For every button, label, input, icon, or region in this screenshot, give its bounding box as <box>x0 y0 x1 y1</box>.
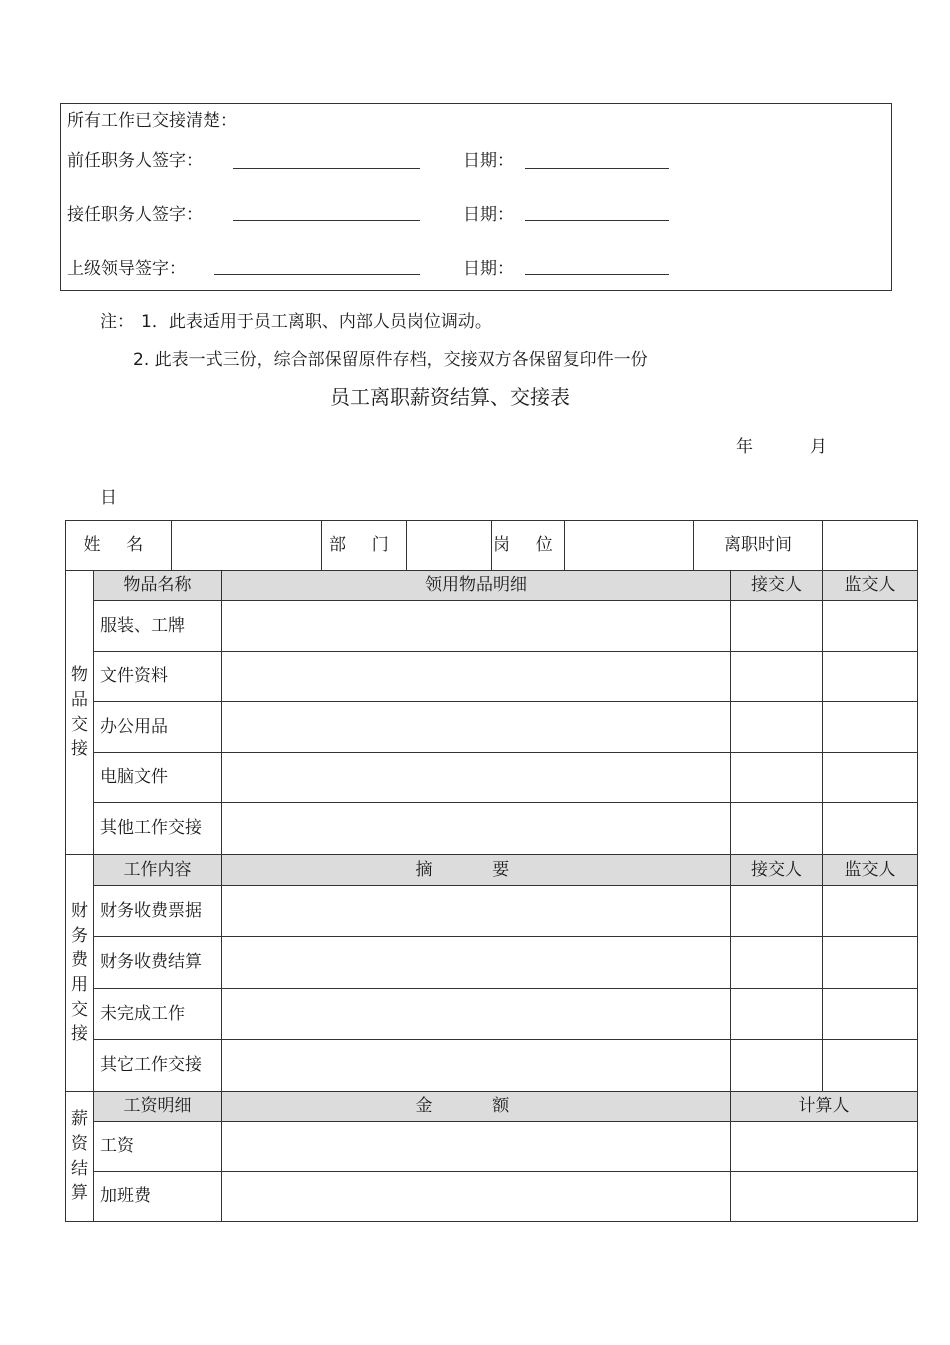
item-handover-cell[interactable] <box>731 803 823 855</box>
salary-amount-cell[interactable] <box>222 1122 731 1172</box>
predecessor-date-label: 日期： <box>463 151 514 171</box>
finance-handover-cell[interactable] <box>731 989 823 1040</box>
item-supervise-cell[interactable] <box>823 803 918 855</box>
salary-calc-header: 计算人 <box>731 1092 918 1122</box>
finance-handover-cell[interactable] <box>731 886 823 937</box>
successor-date-line[interactable] <box>525 220 669 221</box>
finance-supervise-header: 监交人 <box>823 855 918 886</box>
finance-supervise-cell[interactable] <box>823 989 918 1040</box>
finance-detail-cell[interactable] <box>222 989 731 1040</box>
table-row <box>66 989 918 1040</box>
finance-handover-cell[interactable] <box>731 937 823 989</box>
dept-input-cell[interactable] <box>407 521 492 571</box>
post-input-cell[interactable] <box>565 521 694 571</box>
supervisor-sign-label: 上级领导签字： <box>67 259 186 279</box>
date-month: 月 <box>810 437 827 457</box>
table-row <box>66 652 918 702</box>
finance-item-label: 财务收费结算 <box>94 937 222 989</box>
table-row <box>66 937 918 989</box>
item-supervise-cell[interactable] <box>823 601 918 652</box>
finance-header-row <box>66 855 918 886</box>
table-row <box>66 1172 918 1222</box>
date-day: 日 <box>100 488 117 508</box>
item-detail-cell[interactable] <box>222 652 731 702</box>
finance-section-label: 财务费用交接 <box>66 855 94 1092</box>
table-row <box>66 886 918 937</box>
item-label: 办公用品 <box>94 702 222 753</box>
successor-date-label: 日期： <box>463 205 514 225</box>
finance-item-label: 未完成工作 <box>94 989 222 1040</box>
note-line-2: 2. 此表一式三份，综合部保留原件存档，交接双方各保留复印件一份 <box>133 350 648 370</box>
table-row <box>66 702 918 753</box>
items-handover-header: 接交人 <box>731 571 823 601</box>
item-detail-cell[interactable] <box>222 753 731 803</box>
supervisor-date-label: 日期： <box>463 259 514 279</box>
finance-supervise-cell[interactable] <box>823 886 918 937</box>
notes-prefix: 注： <box>100 312 134 332</box>
item-supervise-cell[interactable] <box>823 753 918 803</box>
item-supervise-cell[interactable] <box>823 652 918 702</box>
item-detail-cell[interactable] <box>222 601 731 652</box>
successor-sign-line[interactable] <box>233 220 420 221</box>
salary-item-label: 加班费 <box>94 1172 222 1222</box>
item-label: 电脑文件 <box>94 753 222 803</box>
name-input-cell[interactable] <box>172 521 322 571</box>
item-handover-cell[interactable] <box>731 652 823 702</box>
table-row <box>66 601 918 652</box>
item-label: 其他工作交接 <box>94 803 222 855</box>
salary-name-header: 工资明细 <box>94 1092 222 1122</box>
salary-calc-cell[interactable] <box>731 1172 918 1222</box>
predecessor-date-line[interactable] <box>525 168 669 169</box>
leave-time-label: 离职时间 <box>694 521 823 571</box>
finance-detail-cell[interactable] <box>222 937 731 989</box>
item-detail-cell[interactable] <box>222 702 731 753</box>
salary-section-label: 薪资结算 <box>66 1092 94 1222</box>
finance-item-label: 财务收费票据 <box>94 886 222 937</box>
item-handover-cell[interactable] <box>731 753 823 803</box>
salary-header-row <box>66 1092 918 1122</box>
salary-calc-cell[interactable] <box>731 1122 918 1172</box>
successor-sign-label: 接任职务人签字： <box>67 205 203 225</box>
predecessor-sign-label: 前任职务人签字： <box>67 151 203 171</box>
item-supervise-cell[interactable] <box>823 702 918 753</box>
resignation-form-table <box>65 520 918 1222</box>
finance-handover-header: 接交人 <box>731 855 823 886</box>
post-label: 岗 位 <box>492 521 565 571</box>
note-line-1: 1．此表适用于员工离职、内部人员岗位调动。 <box>141 312 492 332</box>
dept-label: 部 门 <box>322 521 407 571</box>
finance-detail-cell[interactable] <box>222 886 731 937</box>
table-row <box>66 1040 918 1092</box>
name-label: 姓 名 <box>66 521 172 571</box>
finance-supervise-cell[interactable] <box>823 1040 918 1092</box>
date-year: 年 <box>736 437 753 457</box>
items-section-label: 物品交接 <box>66 571 94 855</box>
supervisor-sign-line[interactable] <box>214 274 420 275</box>
items-header-row <box>66 571 918 601</box>
salary-item-label: 工资 <box>94 1122 222 1172</box>
finance-handover-cell[interactable] <box>731 1040 823 1092</box>
salary-amount-cell[interactable] <box>222 1172 731 1222</box>
page-title: 员工离职薪资结算、交接表 <box>330 385 570 409</box>
salary-amount-header: 金 额 <box>222 1092 731 1122</box>
item-handover-cell[interactable] <box>731 601 823 652</box>
item-label: 服装、工牌 <box>94 601 222 652</box>
items-name-header: 物品名称 <box>94 571 222 601</box>
finance-supervise-cell[interactable] <box>823 937 918 989</box>
items-detail-header: 领用物品明细 <box>222 571 731 601</box>
item-handover-cell[interactable] <box>731 702 823 753</box>
handover-intro: 所有工作已交接清楚： <box>67 111 237 131</box>
table-row <box>66 1122 918 1172</box>
finance-detail-cell[interactable] <box>222 1040 731 1092</box>
supervisor-date-line[interactable] <box>525 274 669 275</box>
finance-item-label: 其它工作交接 <box>94 1040 222 1092</box>
item-label: 文件资料 <box>94 652 222 702</box>
item-detail-cell[interactable] <box>222 803 731 855</box>
finance-detail-header: 摘 要 <box>222 855 731 886</box>
finance-name-header: 工作内容 <box>94 855 222 886</box>
table-row <box>66 753 918 803</box>
items-supervise-header: 监交人 <box>823 571 918 601</box>
predecessor-sign-line[interactable] <box>233 168 420 169</box>
table-row <box>66 803 918 855</box>
basic-info-row <box>66 521 918 571</box>
leave-time-input-cell[interactable] <box>823 521 918 571</box>
